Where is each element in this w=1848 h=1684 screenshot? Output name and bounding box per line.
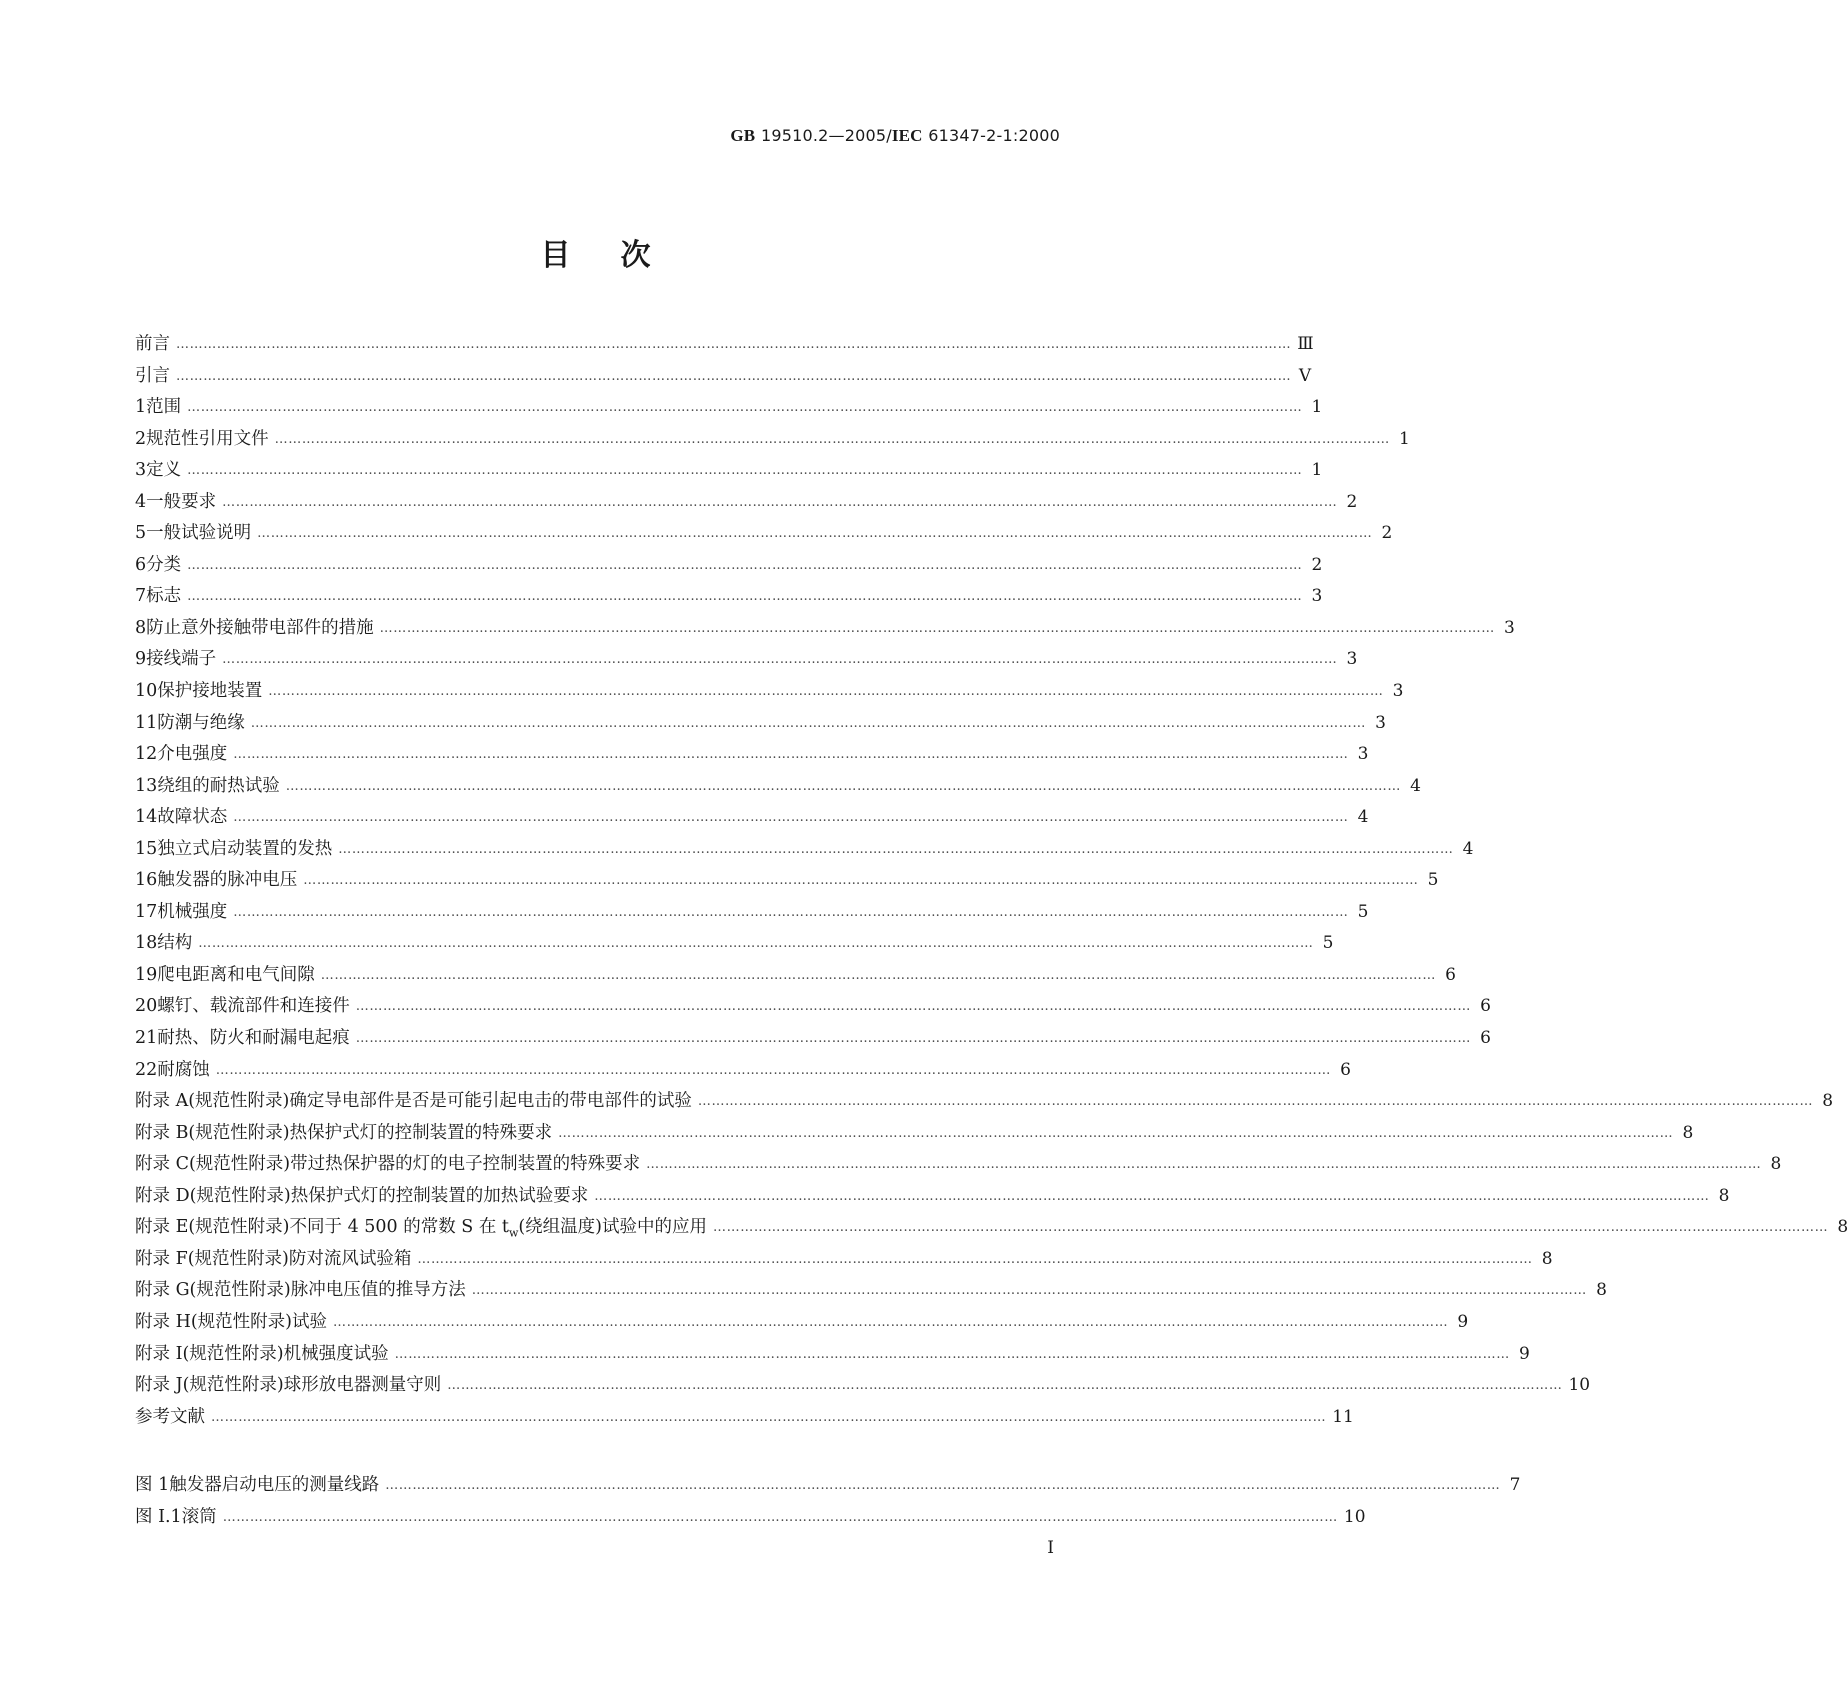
toc-entry-page: 4 xyxy=(1410,775,1421,796)
list-of-figures xyxy=(135,1471,1521,1534)
toc-entry-page: 3 xyxy=(1346,649,1358,670)
toc-entry-page: 6 xyxy=(1340,1059,1351,1080)
toc-entry[interactable] xyxy=(135,330,1314,362)
toc-entry-number: 4 xyxy=(135,491,147,512)
title-char-1: 目 xyxy=(540,238,571,273)
dot-leader: ………………………………………………………………………………………………………………………………………………………………………………………………………………………… xyxy=(187,557,1303,573)
toc-entry-page: 3 xyxy=(1392,681,1404,702)
iec-number: 61347-2-1:2000 xyxy=(928,126,1060,145)
toc-entry-number: 9 xyxy=(135,649,147,670)
toc-entry-page: 8 xyxy=(1822,1091,1834,1112)
toc-entry-label: 防止意外接触带电部件的措施 xyxy=(146,617,374,638)
dot-leader: ………………………………………………………………………………………………………………………………………………………………………………………………………………………… xyxy=(355,1031,1471,1047)
toc-entry[interactable] xyxy=(135,772,1421,804)
toc-entry-page: Ⅲ xyxy=(1297,334,1314,354)
toc-entry-number: 附录 D(规范性附录) xyxy=(135,1185,291,1206)
toc-entry-label: 耐热、防火和耐漏电起痕 xyxy=(157,1028,350,1049)
dot-leader: ………………………………………………………………………………………………………………………………………………………………………………………………………………………… xyxy=(417,1251,1533,1267)
toc-entry[interactable] xyxy=(135,1340,1530,1372)
figure-label: 触发器启动电压的测量线路 xyxy=(169,1475,380,1495)
toc-entry[interactable] xyxy=(135,1371,1591,1403)
toc-entry-number: 附录 A(规范性附录) xyxy=(135,1091,290,1112)
toc-entry-number: 20 xyxy=(135,996,158,1017)
figure-number: 图 I.1 xyxy=(135,1506,182,1527)
toc-entry-page: 5 xyxy=(1427,870,1439,891)
toc-entry-number: 10 xyxy=(135,681,158,702)
dot-leader: ………………………………………………………………………………………………………………………………………………………………………………………………………………………… xyxy=(176,368,1292,384)
toc-entry[interactable] xyxy=(135,519,1393,551)
toc-entry-number: 3 xyxy=(135,460,147,481)
title-char-2: 次 xyxy=(620,238,651,273)
toc-entry-number: 16 xyxy=(135,870,158,891)
toc-entry-page: 8 xyxy=(1541,1248,1553,1269)
gb-number: 19510.2—2005/ xyxy=(760,126,892,145)
toc-entry-number: 附录 J(规范性附录) xyxy=(135,1375,284,1396)
page-number: I xyxy=(1047,1538,1054,1558)
toc-entry[interactable] xyxy=(135,362,1312,394)
toc-entry[interactable] xyxy=(135,1213,1848,1245)
toc-entry[interactable] xyxy=(135,866,1439,898)
toc-entry[interactable] xyxy=(135,1024,1491,1056)
toc-entry-page: 3 xyxy=(1311,586,1323,607)
toc-entry-label: 保护接地装置 xyxy=(157,681,263,702)
figure-label: 滚筒 xyxy=(181,1506,217,1527)
toc-entry-number: 21 xyxy=(135,1028,158,1049)
toc-entry-label: 定义 xyxy=(146,460,182,481)
toc-entry-label: 带过热保护器的灯的电子控制装置的特殊要求 xyxy=(290,1154,641,1175)
page-title xyxy=(0,230,1191,274)
toc-entry-number: 19 xyxy=(135,964,158,985)
toc-entry-page: 5 xyxy=(1357,901,1369,922)
toc-entry-number: 13 xyxy=(135,775,158,796)
toc-entry-label: 耐腐蚀 xyxy=(157,1059,210,1080)
toc-entry[interactable] xyxy=(135,929,1334,961)
toc-entry-label: 一般要求 xyxy=(146,491,217,512)
dot-leader: ………………………………………………………………………………………………………………………………………………………………………………………………………………………… xyxy=(233,904,1349,920)
toc-entry-label: 脉冲电压值的推导方法 xyxy=(290,1280,466,1301)
toc-entry-label: 参考文献 xyxy=(135,1406,205,1427)
toc-entry-number: 附录 E(规范性附录) xyxy=(135,1217,290,1238)
toc-entry-number: 5 xyxy=(135,523,147,544)
toc-entry-number: 17 xyxy=(135,901,158,922)
toc-entry-page: 8 xyxy=(1682,1122,1694,1143)
dot-leader: ………………………………………………………………………………………………………………………………………………………………………………………………………………………… xyxy=(379,620,1495,636)
toc-entry-label: 结构 xyxy=(157,933,193,954)
dot-leader: ………………………………………………………………………………………………………………………………………………………………………………………………………………………… xyxy=(215,1062,1331,1078)
toc-entry-label: 机械强度试验 xyxy=(283,1343,389,1364)
toc-entry-label: 热保护式灯的控制装置的加热试验要求 xyxy=(290,1185,589,1206)
figure-entry[interactable] xyxy=(135,1471,1521,1503)
toc-entry[interactable] xyxy=(135,961,1456,993)
iec-prefix: IEC xyxy=(891,126,923,145)
toc-entry-page: 6 xyxy=(1480,1028,1491,1049)
table-of-contents xyxy=(135,330,1848,1434)
toc-entry-page: 9 xyxy=(1457,1311,1469,1332)
toc-entry-number: 14 xyxy=(135,807,158,828)
toc-entry-label: 机械强度 xyxy=(157,901,228,922)
dot-leader: ………………………………………………………………………………………………………………………………………………………………………………………………………………………… xyxy=(257,526,1373,542)
toc-entry-label: 标志 xyxy=(146,586,182,607)
toc-entry-number: 18 xyxy=(135,933,158,954)
toc-entry-label: 爬电距离和电气间隙 xyxy=(157,964,315,985)
dot-leader: ………………………………………………………………………………………………………………………………………………………………………………………………………………………… xyxy=(303,873,1419,889)
toc-entry[interactable] xyxy=(135,425,1410,457)
toc-entry-number: 7 xyxy=(135,586,147,607)
toc-entry-label: 规范性引用文件 xyxy=(146,428,269,449)
toc-entry-label: 热保护式灯的控制装置的特殊要求 xyxy=(289,1122,553,1143)
toc-entry[interactable] xyxy=(135,1245,1553,1277)
toc-entry[interactable] xyxy=(135,1403,1354,1435)
toc-entry-page: 1 xyxy=(1311,460,1323,481)
toc-entry-page: 5 xyxy=(1322,933,1334,954)
toc-entry[interactable] xyxy=(135,740,1369,772)
toc-entry-page: 11 xyxy=(1332,1406,1354,1427)
dot-leader: ………………………………………………………………………………………………………………………………………………………………………………………………………………………… xyxy=(338,841,1454,857)
toc-entry[interactable] xyxy=(135,835,1474,867)
toc-entry-page: 2 xyxy=(1311,554,1323,575)
toc-entry-label: 试验 xyxy=(291,1311,327,1332)
toc-entry-page: 10 xyxy=(1568,1375,1591,1396)
toc-entry[interactable] xyxy=(135,488,1358,520)
toc-entry-number: 12 xyxy=(135,744,158,765)
toc-entry-label-part: (绕组温度)试验中的应用 xyxy=(518,1217,708,1238)
subscript-w: w xyxy=(508,1226,519,1240)
toc-entry[interactable] xyxy=(135,456,1323,488)
toc-entry[interactable] xyxy=(135,1087,1834,1119)
toc-entry-page: 9 xyxy=(1519,1343,1530,1364)
dot-leader: ………………………………………………………………………………………………………………………………………………………………………………………………………………………… xyxy=(394,1346,1510,1362)
toc-entry-number: 附录 C(规范性附录) xyxy=(135,1154,291,1175)
toc-entry[interactable] xyxy=(135,1119,1694,1151)
toc-entry-label-part: 不同于 4 500 的常数 S 在 t xyxy=(289,1217,509,1238)
toc-entry[interactable] xyxy=(135,551,1323,583)
toc-entry-number: 11 xyxy=(135,712,158,733)
toc-entry-label: 防对流风试验箱 xyxy=(288,1248,412,1269)
toc-entry-label: 介电强度 xyxy=(157,744,228,765)
toc-entry[interactable] xyxy=(135,1308,1469,1340)
dot-leader: ………………………………………………………………………………………………………………………………………………………………………………………………………………………… xyxy=(594,1188,1710,1204)
toc-entry[interactable] xyxy=(135,709,1386,741)
dot-leader: ………………………………………………………………………………………………………………………………………………………………………………………………………………………… xyxy=(233,747,1349,763)
toc-entry-label: 独立式启动装置的发热 xyxy=(157,838,333,859)
dot-leader: ………………………………………………………………………………………………………………………………………………………………………………………………………………………… xyxy=(558,1125,1674,1141)
toc-entry-page: 8 xyxy=(1596,1280,1607,1301)
toc-entry-label xyxy=(290,1213,708,1240)
dot-leader: ………………………………………………………………………………………………………………………………………………………………………………………………………………………… xyxy=(222,494,1338,510)
toc-entry-page: 4 xyxy=(1357,807,1369,828)
dot-leader: ………………………………………………………………………………………………………………………………………………………………………………………………………………………… xyxy=(697,1094,1814,1110)
toc-entry-page: 4 xyxy=(1462,838,1474,859)
toc-entry-number: 附录 I(规范性附录) xyxy=(135,1343,284,1364)
dot-leader: ………………………………………………………………………………………………………………………………………………………………………………………………………………………… xyxy=(222,1509,1338,1525)
toc-entry-label: 球形放电器测量守则 xyxy=(283,1375,442,1396)
toc-entry-number: 8 xyxy=(135,617,147,638)
toc-entry[interactable] xyxy=(135,1276,1607,1308)
dot-leader: ………………………………………………………………………………………………………………………………………………………………………………………………………………………… xyxy=(187,463,1303,479)
dot-leader: ………………………………………………………………………………………………………………………………………………………………………………………………………………………… xyxy=(233,810,1349,826)
dot-leader: ………………………………………………………………………………………………………………………………………………………………………………………………………………………… xyxy=(332,1314,1449,1330)
dot-leader: ………………………………………………………………………………………………………………………………………………………………………………………………………………………… xyxy=(222,652,1338,668)
dot-leader: ………………………………………………………………………………………………………………………………………………………………………………………………………………………… xyxy=(285,778,1401,794)
dot-leader: ………………………………………………………………………………………………………………………………………………………………………………………………………………………… xyxy=(176,337,1292,352)
toc-entry[interactable] xyxy=(135,803,1369,835)
dot-leader: ………………………………………………………………………………………………………………………………………………………………………………………………………………………… xyxy=(320,967,1436,983)
toc-entry-page: 1 xyxy=(1311,397,1323,418)
toc-entry-number: 附录 G(规范性附录) xyxy=(135,1280,291,1301)
dot-leader: ………………………………………………………………………………………………………………………………………………………………………………………………………………………… xyxy=(646,1157,1762,1173)
toc-entry[interactable] xyxy=(135,582,1323,614)
dot-leader: ………………………………………………………………………………………………………………………………………………………………………………………………………………………… xyxy=(198,936,1314,952)
dot-leader: ………………………………………………………………………………………………………………………………………………………………………………………………………………………… xyxy=(274,431,1390,447)
toc-entry[interactable] xyxy=(135,393,1323,425)
toc-entry-number: 15 xyxy=(135,838,158,859)
toc-entry-page: 3 xyxy=(1504,617,1515,638)
toc-entry-number: 附录 F(规范性附录) xyxy=(135,1248,289,1269)
dot-leader: ………………………………………………………………………………………………………………………………………………………………………………………………………………………… xyxy=(713,1220,1829,1236)
toc-entry-number: 6 xyxy=(135,554,147,575)
toc-entry-page: 1 xyxy=(1399,428,1410,449)
toc-entry-label: 绕组的耐热试验 xyxy=(157,775,280,796)
toc-entry[interactable] xyxy=(135,645,1358,677)
toc-entry-label: 分类 xyxy=(146,554,182,575)
figure-page: 10 xyxy=(1343,1506,1366,1527)
dot-leader: ………………………………………………………………………………………………………………………………………………………………………………………………………………………… xyxy=(355,999,1471,1015)
toc-entry-number: 1 xyxy=(135,397,147,418)
toc-entry[interactable] xyxy=(135,1182,1730,1214)
gb-prefix: GB xyxy=(730,126,756,145)
toc-entry-page: 2 xyxy=(1346,491,1358,512)
dot-leader: ………………………………………………………………………………………………………………………………………………………………………………………………………………………… xyxy=(250,715,1366,731)
toc-entry-label: 防潮与绝缘 xyxy=(157,712,245,733)
dot-leader: ………………………………………………………………………………………………………………………………………………………………………………………………………………………… xyxy=(268,684,1384,700)
toc-entry[interactable] xyxy=(135,677,1404,709)
toc-entry-label: 引言 xyxy=(135,365,170,386)
toc-entry-page: 8 xyxy=(1718,1185,1730,1206)
toc-entry-label: 前言 xyxy=(135,334,170,354)
toc-entry-page: 2 xyxy=(1381,523,1393,544)
dot-leader: ………………………………………………………………………………………………………………………………………………………………………………………………………………………… xyxy=(385,1478,1501,1493)
toc-entry-page: 6 xyxy=(1480,996,1491,1017)
figure-entry[interactable] xyxy=(135,1503,1366,1535)
toc-entry-label: 一般试验说明 xyxy=(146,523,252,544)
toc-entry-number: 附录 B(规范性附录) xyxy=(135,1122,290,1143)
toc-entry-label: 螺钉、载流部件和连接件 xyxy=(157,996,350,1017)
toc-entry[interactable] xyxy=(135,1150,1782,1182)
toc-entry-page: V xyxy=(1298,365,1312,386)
toc-entry-label: 故障状态 xyxy=(157,807,228,828)
toc-entry[interactable] xyxy=(135,1056,1351,1088)
dot-leader: ………………………………………………………………………………………………………………………………………………………………………………………………………………………… xyxy=(471,1283,1587,1299)
toc-entry-number: 附录 H(规范性附录) xyxy=(135,1311,292,1332)
toc-entry-label: 触发器的脉冲电压 xyxy=(157,870,298,891)
toc-entry-label: 范围 xyxy=(146,397,182,418)
toc-entry[interactable] xyxy=(135,992,1491,1024)
toc-entry-page: 8 xyxy=(1837,1217,1848,1238)
toc-entry-number: 2 xyxy=(135,428,147,449)
toc-entry-page: 3 xyxy=(1375,712,1386,733)
toc-entry-label: 接线端子 xyxy=(146,649,217,670)
toc-entry-page: 6 xyxy=(1445,964,1456,985)
dot-leader: ………………………………………………………………………………………………………………………………………………………………………………………………………………………… xyxy=(211,1409,1327,1425)
dot-leader: ………………………………………………………………………………………………………………………………………………………………………………………………………………………… xyxy=(187,589,1303,605)
dot-leader: ………………………………………………………………………………………………………………………………………………………………………………………………………………………… xyxy=(447,1378,1563,1394)
toc-entry[interactable] xyxy=(135,614,1515,646)
dot-leader: ………………………………………………………………………………………………………………………………………………………………………………………………………………………… xyxy=(187,400,1303,416)
figure-number: 图 1 xyxy=(135,1475,170,1495)
toc-entry-page: 8 xyxy=(1770,1154,1782,1175)
figure-page: 7 xyxy=(1509,1475,1521,1495)
standard-designation xyxy=(730,126,1060,146)
toc-entry[interactable] xyxy=(135,898,1369,930)
toc-entry-number: 22 xyxy=(135,1059,158,1080)
toc-entry-label: 确定导电部件是否是可能引起电击的带电部件的试验 xyxy=(289,1091,692,1112)
toc-entry-page: 3 xyxy=(1357,744,1369,765)
